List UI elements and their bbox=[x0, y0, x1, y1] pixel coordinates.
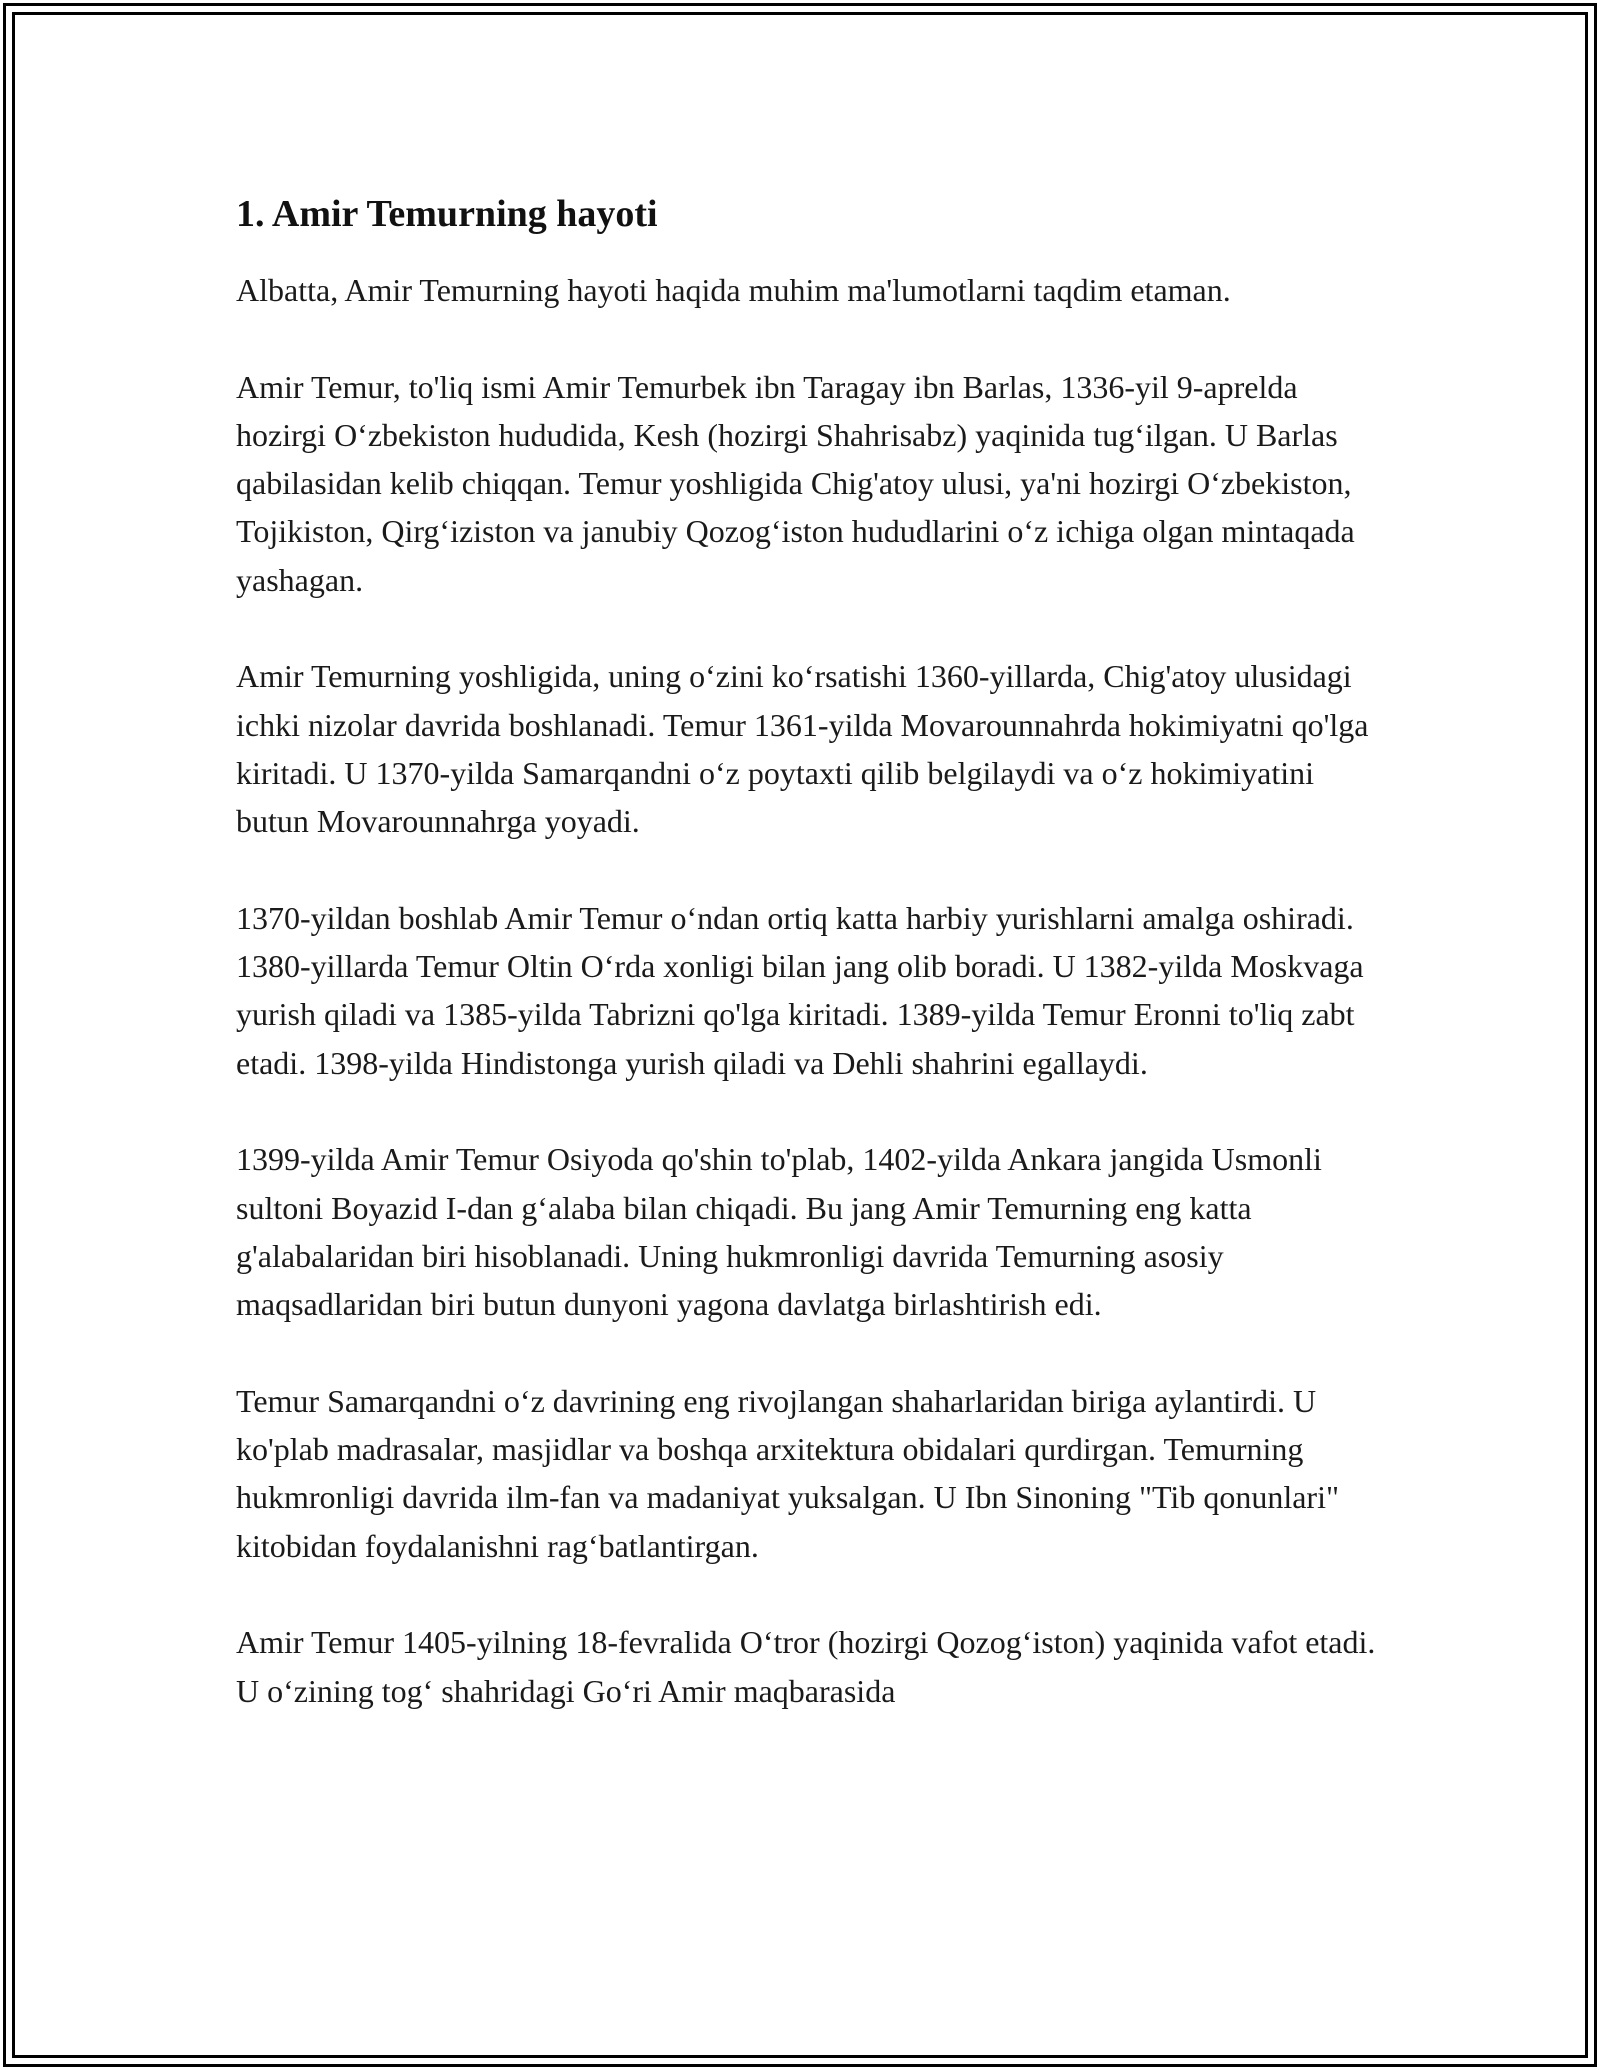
paragraph-campaigns: 1370-yildan boshlab Amir Temur o‘ndan ortiq katta harbiy yurishlarni amalga oshiradi. 1380-yillarda Temur Oltin O‘rda xonligi bilan jang olib boradi. U 1382-yilda Moskvaga yurish qiladi va 1385-yilda Tabrizni qo'lga kiritadi. 1389-yilda Temur Eronni to'liq zabt etadi. 1398-yilda Hindistonga yurish qiladi va Dehli shahrini egallaydi. bbox=[236, 899, 1364, 1081]
paragraph-birth: Amir Temur, to'liq ismi Amir Temurbek ibn Taragay ibn Barlas, 1336-yil 9-aprelda hozirgi O‘zbekiston hududida, Kesh (hozirgi Shahrisabz) yaqinida tug‘ilgan. U Barlas qabilasidan kelib chiqqan. Temur yoshligida Chig'atoy ulusi, ya'ni hozirgi O‘zbekiston, Tojikiston, Qirg‘iziston va janubiy Qozog‘iston hududlarini o‘z ichiga olgan mintaqada yashagan. bbox=[236, 368, 1355, 598]
paragraph-samarkand: Temur Samarqandni o‘z davrining eng rivojlangan shaharlaridan biriga aylantirdi. U ko'plab madrasalar, masjidlar va boshqa arxitektura obidalari qurdirgan. Temurning hukmronligi davrida ilm-fan va madaniyat yuksalgan. U Ibn Sinoning "Tib qonunlari" kitobidan foydalanishni rag‘batlantirgan. bbox=[236, 1382, 1340, 1564]
paragraph-ankara: 1399-yilda Amir Temur Osiyoda qo'shin to'plab, 1402-yilda Ankara jangida Usmonli sultoni Boyazid I-dan g‘alaba bilan chiqadi. Bu jang Amir Temurning eng katta g'alabalaridan biri hisoblanadi. Uning hukmronligi davrida Temurning asosiy maqsadlaridan biri butun dunyoni yagona davlatga birlashtirish edi. bbox=[236, 1141, 1322, 1323]
paragraph-death: Amir Temur 1405-yilning 18-fevralida O‘tror (hozirgi Qozog‘iston) yaqinida vafot etadi. U o‘zining tog‘ shahridagi Go‘ri Amir maqbarasida bbox=[236, 1624, 1376, 1709]
paragraph-intro: Albatta, Amir Temurning hayoti haqida muhim ma'lumotlarni taqdim etaman. bbox=[236, 272, 1231, 308]
paragraph-youth: Amir Temurning yoshligida, uning o‘zini ko‘rsatishi 1360-yillarda, Chig'atoy ulusidagi ichki nizolar davrida boshlanadi. Temur 1361-yilda Movarounnahrda hokimiyatni qo'lga kiritadi. U 1370-yilda Samarqandni o‘z poytaxti qilib belgilaydi va o‘z hokimiyatini butun Movarounnahrga yoyadi. bbox=[236, 658, 1369, 840]
section-heading: 1. Amir Temurning hayoti bbox=[236, 193, 658, 235]
document-body bbox=[236, 184, 1376, 1763]
